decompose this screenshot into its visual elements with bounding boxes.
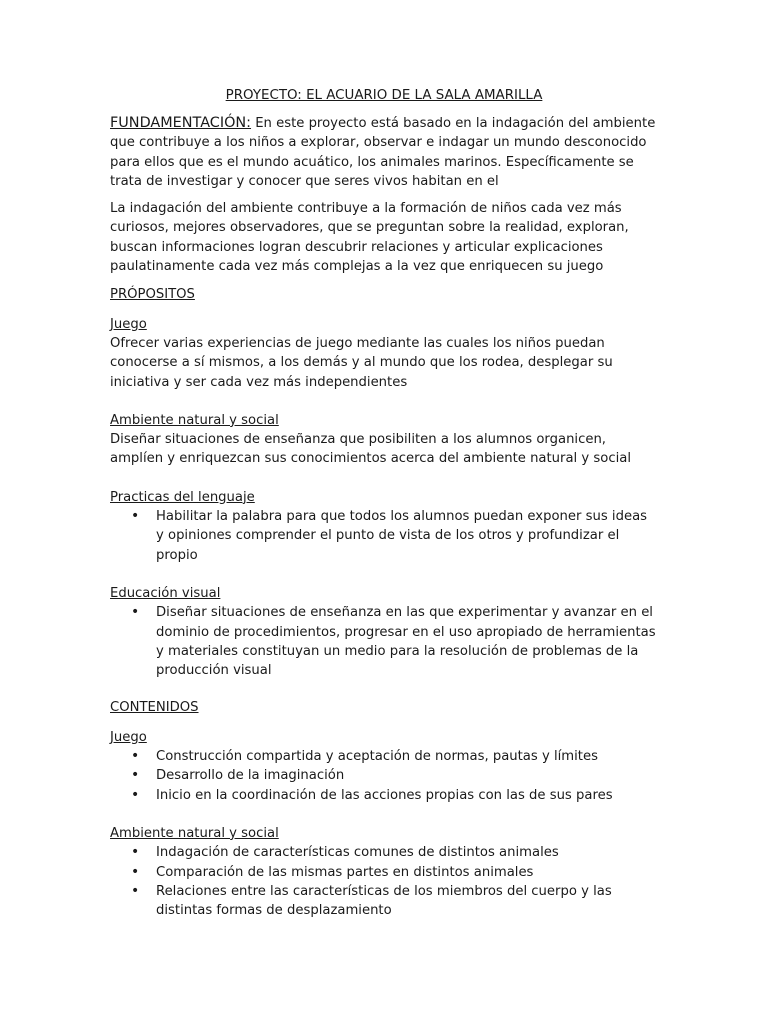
list-item: • Desarrollo de la imaginación bbox=[110, 766, 658, 785]
contenidos-heading: CONTENIDOS bbox=[110, 700, 199, 716]
propositos-juego-heading: Juego bbox=[110, 316, 147, 332]
fundamentacion-heading: FUNDAMENTACIÓN: bbox=[110, 115, 252, 131]
propositos-lenguaje-list bbox=[110, 507, 658, 565]
propositos-lenguaje-heading: Practicas del lenguaje bbox=[110, 489, 255, 505]
contenidos-ambiente-heading: Ambiente natural y social bbox=[110, 825, 279, 841]
fundamentacion-paragraph bbox=[110, 114, 658, 191]
list-item: • Diseñar situaciones de enseñanza en las que experimentar y avanzar en el dominio de procedimientos, progresar en el uso apropiado de herramientas y materiales constituyan un medio para la resolución de problemas de la producción visual bbox=[110, 603, 658, 680]
document-body bbox=[110, 86, 658, 920]
contenidos-juego-heading: Juego bbox=[110, 729, 147, 745]
list-item: • Comparación de las mismas partes en distintos animales bbox=[110, 863, 658, 882]
document-title: PROYECTO: EL ACUARIO DE LA SALA AMARILLA bbox=[225, 88, 543, 103]
propositos-visual-heading: Educación visual bbox=[110, 585, 221, 601]
list-item: • Construcción compartida y aceptación de normas, pautas y límites bbox=[110, 747, 658, 766]
contenidos-ambiente-list bbox=[110, 843, 658, 920]
propositos-heading: PRÓPOSITOS bbox=[110, 287, 195, 303]
propositos-ambiente-text: Diseñar situaciones de enseñanza que posibiliten a los alumnos organicen, amplíen y enriquezcan sus conocimientos acerca del ambiente natural y social bbox=[110, 432, 631, 467]
propositos-visual-list bbox=[110, 603, 658, 680]
fundamentacion-paragraph-2: La indagación del ambiente contribuye a la formación de niños cada vez más curiosos, mejores observadores, que se preguntan sobre la realidad, exploran, buscan informaciones logran descubrir relaciones y articular explicaciones paulatinamente cada vez más complejas a la vez que enriquecen su juego bbox=[110, 201, 629, 275]
list-item: • Relaciones entre las características de los miembros del cuerpo y las distintas formas de desplazamiento bbox=[110, 882, 658, 921]
propositos-ambiente-heading: Ambiente natural y social bbox=[110, 412, 279, 428]
propositos-juego-text: Ofrecer varias experiencias de juego mediante las cuales los niños puedan conocerse a sí mismos, a los demás y al mundo que los rodea, desplegar su iniciativa y ser cada vez más independientes bbox=[110, 335, 613, 390]
contenidos-juego-list bbox=[110, 747, 658, 805]
list-item: • Inicio en la coordinación de las acciones propias con las de sus pares bbox=[110, 786, 658, 805]
list-item: • Indagación de características comunes de distintos animales bbox=[110, 843, 658, 862]
fundamentacion-text: En este proyecto está basado en la indagación del ambiente que contribuye a los niños a explorar, observar e indagar un mundo desconocido para ellos que es el mundo acuático, los animales marinos. Específicamente se trata de investigar y conocer que seres vivos habitan en el bbox=[110, 116, 656, 189]
list-item: • Habilitar la palabra para que todos los alumnos puedan exponer sus ideas y opiniones comprender el punto de vista de los otros y profundizar el propio bbox=[110, 507, 658, 565]
